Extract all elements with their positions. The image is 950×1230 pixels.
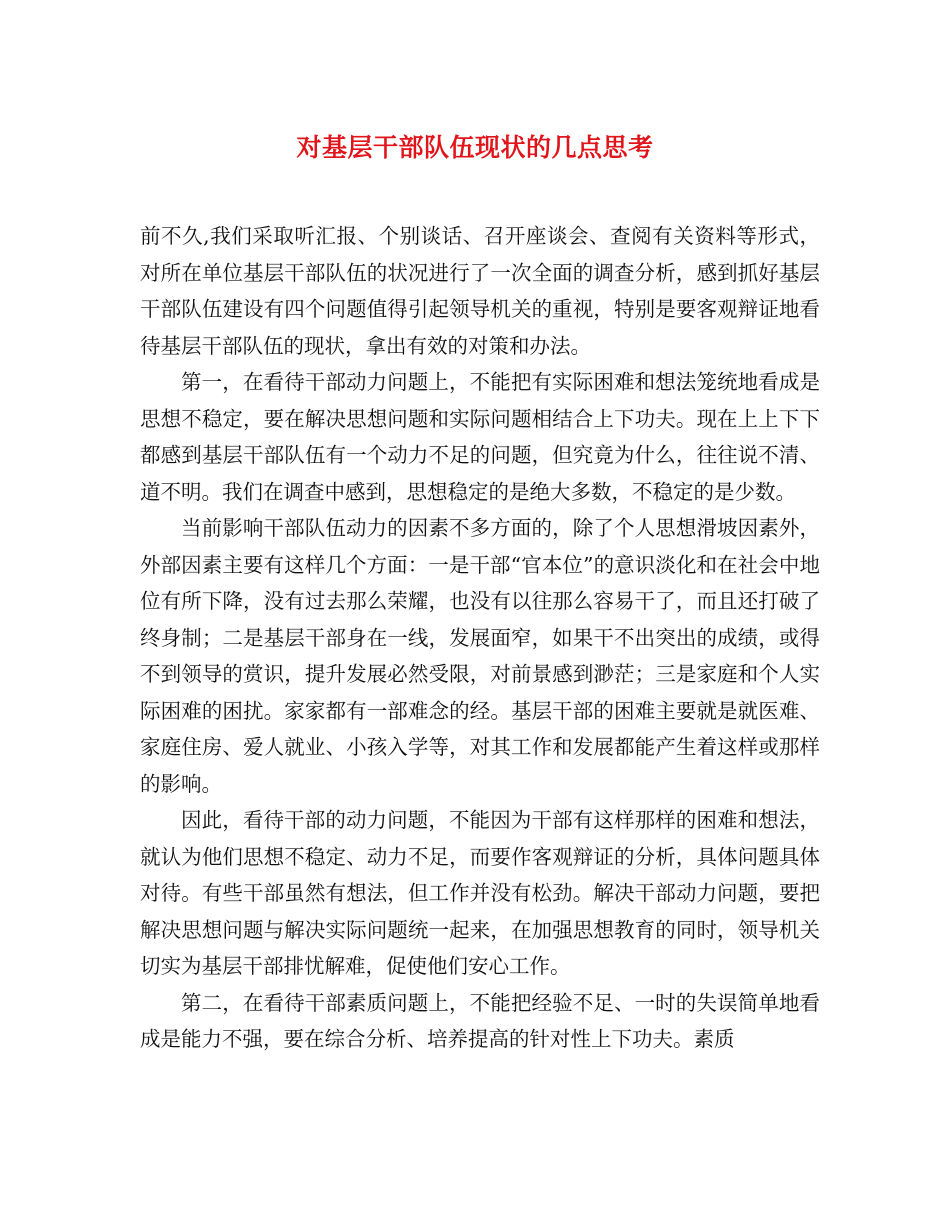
- paragraph-therefore: 因此，看待干部的动力问题，不能因为干部有这样那样的困难和想法，就认为他们思想不稳定、动力不足，而要作客观辩证的分析，具体问题具体对待。有些干部虽然有想法，但工作并没有松劲。解决干部动力问题，要把解决思想问题与解决实际问题统一起来，在加强思想教育的同时，领导机关切实为基层干部排忧解难，促使他们安心工作。: [140, 808, 820, 978]
- paragraph-second-point: 第二，在看待干部素质问题上，不能把经验不足、一时的失误简单地看成是能力不强，要在综合分析、培养提高的针对性上下功夫。素质: [140, 990, 820, 1051]
- paragraph-first-point: 第一，在看待干部动力问题上，不能把有实际困难和想法笼统地看成是思想不稳定，要在解决思想问题和实际问题相结合上下功夫。现在上上下下都感到基层干部队伍有一个动力不足的问题，但究竟为什么，往往说不清、道不明。我们在调查中感到，思想稳定的是绝大多数，不稳定的是少数。: [140, 370, 820, 504]
- paragraph-factors: 当前影响干部队伍动力的因素不多方面的，除了个人思想滑坡因素外，外部因素主要有这样几个方面：一是干部“官本位”的意识淡化和在社会中地位有所下降，没有过去那么荣耀，也没有以往那么容易干了，而且还打破了终身制；二是基层干部身在一线，发展面窄，如果干不出突出的成绩，或得不到领导的赏识，提升发展必然受限，对前景感到渺茫；三是家庭和个人实际困难的困扰。家家都有一部难念的经。基层干部的困难主要就是就医难、家庭住房、爱人就业、小孩入学等，对其工作和发展都能产生着这样或那样的影响。: [140, 516, 820, 796]
- document-body: [140, 218, 820, 1058]
- document-title: 对基层干部队伍现状的几点思考: [296, 133, 654, 162]
- paragraph-intro: 前不久,我们采取听汇报、个别谈话、召开座谈会、查阅有关资料等形式，对所在单位基层干部队伍的状况进行了一次全面的调查分析，感到抓好基层干部队伍建设有四个问题值得引起领导机关的重视，特别是要客观辩证地看待基层干部队伍的现状，拿出有效的对策和办法。: [140, 224, 820, 358]
